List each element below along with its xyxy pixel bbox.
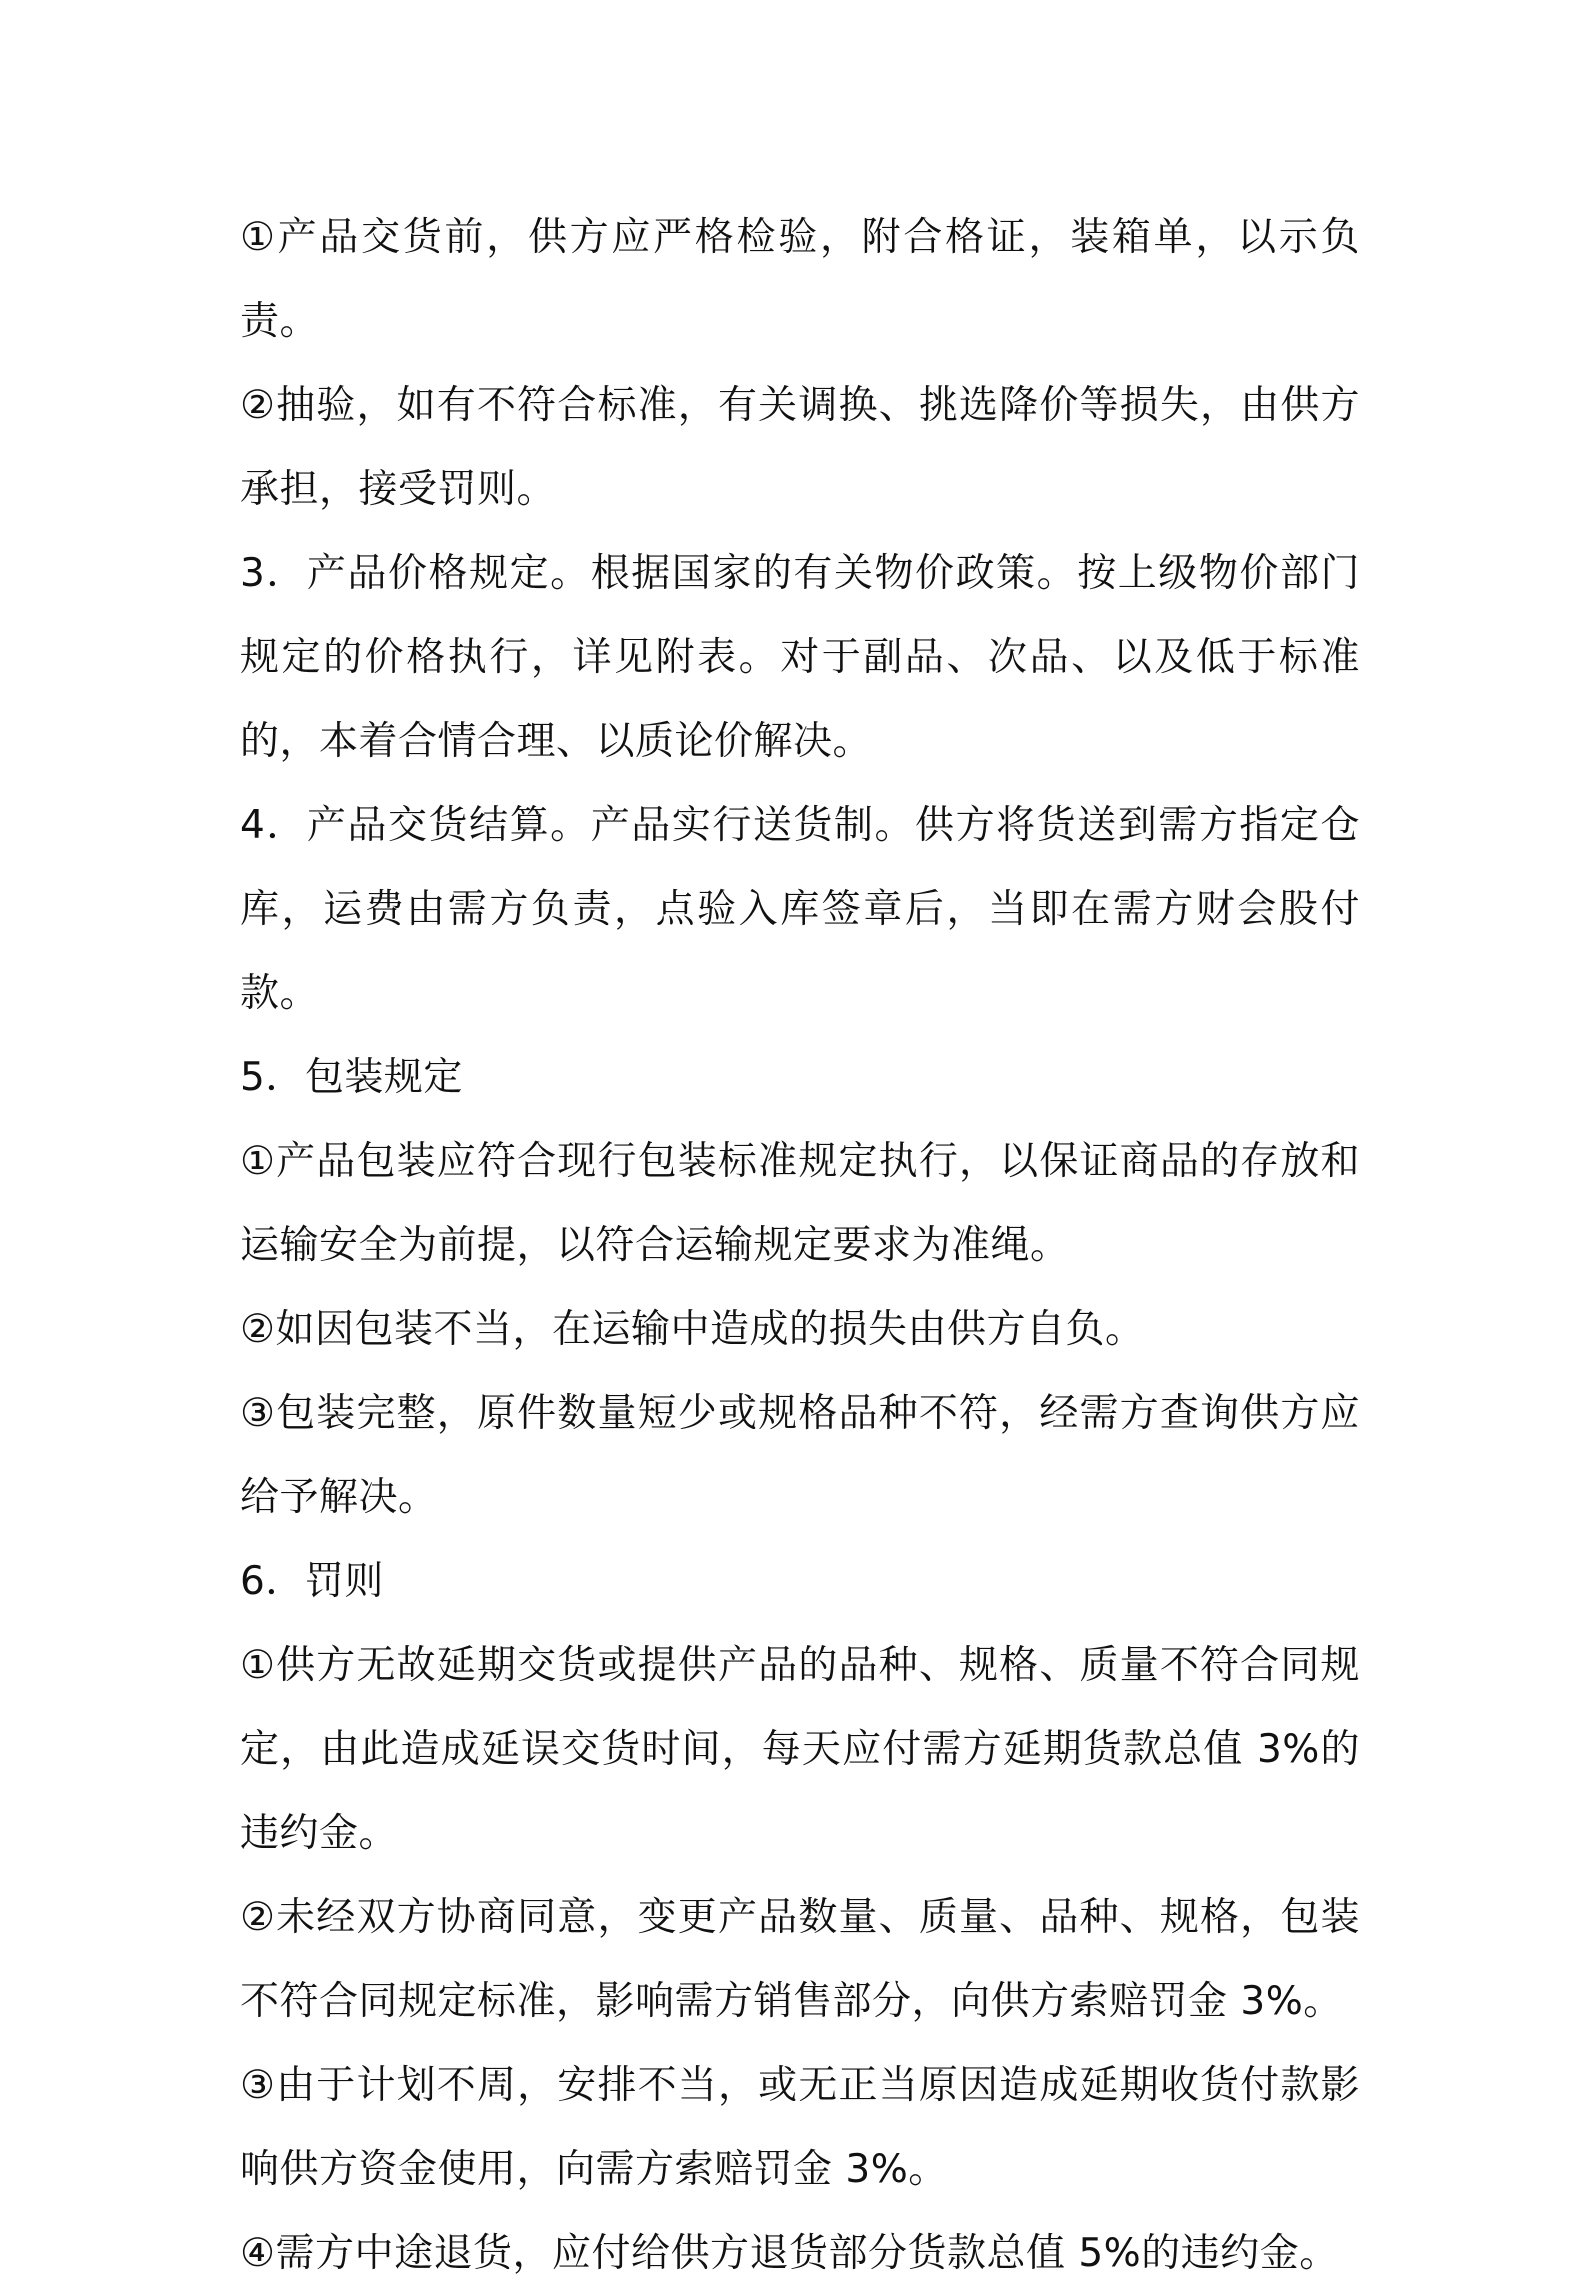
clause-4-delivery-settlement: 4．产品交货结算。产品实行送货制。供方将货送到需方指定仓库，运费由需方负责，点验入库签章后，当即在需方财会股付款。 (240, 803, 1360, 1016)
clause-3-price-rules: 3．产品价格规定。根据国家的有关物价政策。按上级物价部门规定的价格执行，详见附表。对于副品、次品、以及低于标准的，本着合情合理、以质论价解决。 (240, 551, 1360, 764)
clause-6-penalties-heading: 6．罚则 (240, 1559, 384, 1604)
clause-6-2-change-penalty: ②未经双方协商同意，变更产品数量、质量、品种、规格，包装不符合同规定标准，影响需方销售部分，向供方索赔罚金 3%。 (240, 1895, 1360, 2024)
clause-6-1-delay-penalty: ①供方无故延期交货或提供产品的品种、规格、质量不符合同规定，由此造成延误交货时间，每天应付需方延期货款总值 3%的违约金。 (240, 1643, 1360, 1856)
clause-5-2-improper-packaging: ②如因包装不当，在运输中造成的损失由供方自负。 (240, 1307, 1145, 1352)
clause-5-packaging-heading: 5．包装规定 (240, 1055, 463, 1100)
clause-5-1-packaging-standard: ①产品包装应符合现行包装标准规定执行，以保证商品的存放和运输安全为前提，以符合运输规定要求为准绳。 (240, 1139, 1360, 1268)
clause-sampling-inspection: ②抽验，如有不符合标准，有关调换、挑选降价等损失，由供方承担，接受罚则。 (240, 383, 1360, 512)
clause-6-3-buyer-delay-penalty: ③由于计划不周，安排不当，或无正当原因造成延期收货付款影响供方资金使用，向需方索赔罚金 3%。 (240, 2063, 1360, 2192)
clause-5-3-packaging-complete: ③包装完整，原件数量短少或规格品种不符，经需方查询供方应给予解决。 (240, 1391, 1360, 1520)
document-body (240, 196, 1360, 2296)
clause-inspection-before-delivery: ①产品交货前，供方应严格检验，附合格证，装箱单，以示负责。 (240, 215, 1360, 344)
clause-6-4-return-penalty: ④需方中途退货，应付给供方退货部分货款总值 5%的违约金。 (240, 2231, 1339, 2276)
